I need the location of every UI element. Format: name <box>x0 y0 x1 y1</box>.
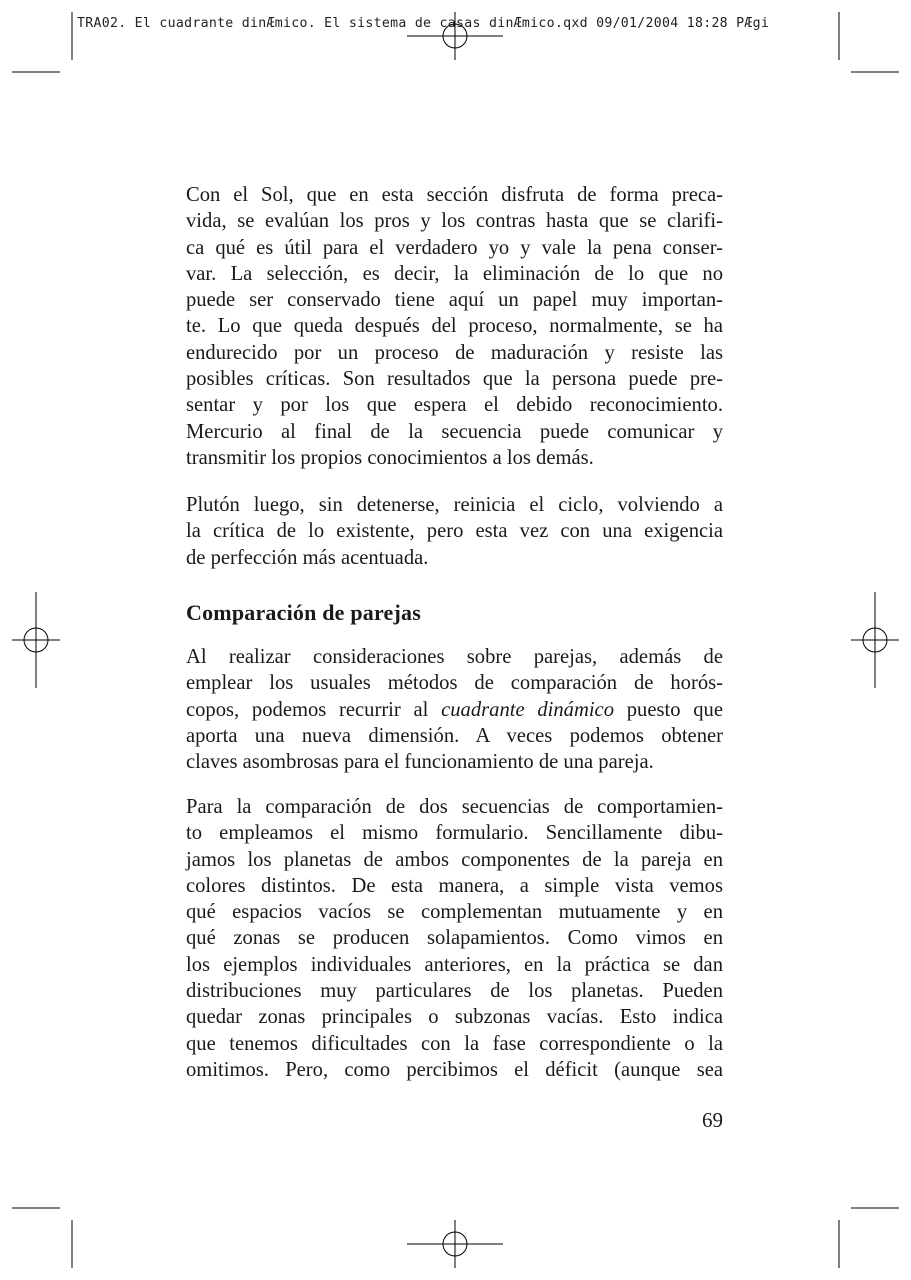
text-line: qué zonas se producen solapamientos. Como vimos en <box>186 927 723 950</box>
text-line: quedar zonas principales o subzonas vacías. Esto indica <box>186 1006 723 1029</box>
text-line: la crítica de lo existente, pero esta vez con una exigencia <box>186 520 723 543</box>
text-line <box>186 697 723 723</box>
text-line: vida, se evalúan los pros y los contras hasta que se clarifi- <box>186 210 723 233</box>
text-line: colores distintos. De esta manera, a simple vista vemos <box>186 874 723 897</box>
text-line: que tenemos dificultades con la fase correspondiente o la <box>186 1032 723 1055</box>
text-line: Para la comparación de dos secuencias de comportamien- <box>186 796 723 818</box>
text-line: te. Lo que queda después del proceso, normalmente, se ha <box>186 315 723 338</box>
text-line: los ejemplos individuales anteriores, en la práctica se dan <box>186 953 723 976</box>
text-line: distribuciones muy particulares de los planetas. Pueden <box>186 980 723 1003</box>
text-line: aporta una nueva dimensión. A veces podemos obtener <box>186 724 723 747</box>
text-line: ca qué es útil para el verdadero yo y vale la pena conser- <box>186 236 723 259</box>
paragraph-4 <box>186 794 723 1083</box>
registration-mark-right <box>851 592 899 688</box>
text-line: emplear los usuales métodos de comparación de horós- <box>186 672 723 695</box>
text-line: endurecido por un proceso de maduración y resiste las <box>186 341 723 364</box>
text-line: Con el Sol, que en esta sección disfruta de forma preca- <box>186 184 723 206</box>
text-line: qué espacios vacíos se complementan mutuamente y en <box>186 901 723 924</box>
text-line: var. La selección, es decir, la eliminación de lo que no <box>186 262 723 285</box>
registration-mark-left <box>12 592 60 688</box>
paragraph-3 <box>186 644 723 775</box>
text-line: transmitir los propios conocimientos a los demás. <box>186 446 594 469</box>
text-line: to empleamos el mismo formulario. Sencillamente dibu- <box>186 822 723 845</box>
text-line: puede ser conservado tiene aquí un papel muy importan- <box>186 289 723 312</box>
slug-line: TRA02. El cuadrante dinÆmico. El sistema de casas dinÆmico.qxd 09/01/2004 18:28 PÆgi <box>77 16 770 31</box>
registration-mark-top <box>407 12 503 60</box>
italic-term: cuadrante dinámico <box>441 698 614 721</box>
text-line: Plutón luego, sin detenerse, reinicia el ciclo, volviendo a <box>186 494 723 516</box>
registration-mark-bottom <box>407 1220 503 1268</box>
page-number: 69 <box>702 1108 723 1132</box>
section-heading: Comparación de parejas <box>186 600 421 625</box>
text-line: de perfección más acentuada. <box>186 546 429 569</box>
paragraph-1 <box>186 182 723 471</box>
text-line: omitimos. Pero, como percibimos el déficit (aunque sea <box>186 1058 723 1081</box>
text-segment: puesto que <box>614 698 723 721</box>
text-line: sentar y por los que espera el debido reconocimiento. <box>186 394 723 417</box>
text-line: jamos los planetas de ambos componentes de la pareja en <box>186 848 723 871</box>
text-line: Al realizar consideraciones sobre parejas, además de <box>186 646 723 668</box>
paragraph-2 <box>186 492 723 571</box>
text-line: claves asombrosas para el funcionamiento de una pareja. <box>186 751 654 774</box>
text-line: Mercurio al final de la secuencia puede comunicar y <box>186 420 723 443</box>
text-segment: copos, podemos recurrir al <box>186 698 442 721</box>
text-line: posibles críticas. Son resultados que la persona puede pre- <box>186 368 723 391</box>
